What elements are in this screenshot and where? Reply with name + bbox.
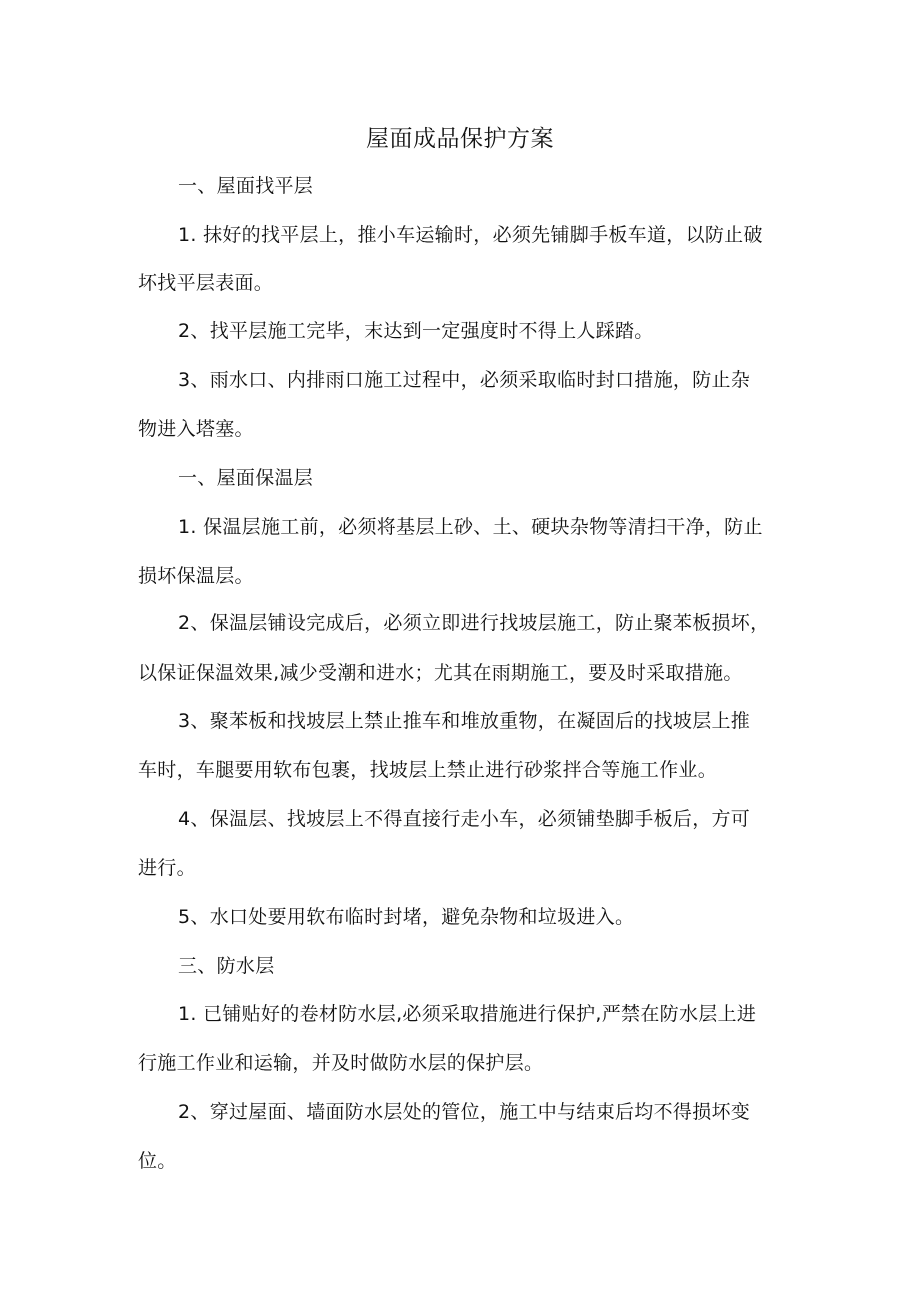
paragraph-line: 4、保温层、找坡层上不得直接行走小车，必须铺垫脚手板后，方可 xyxy=(178,808,751,830)
paragraph-line: 损坏保温层。 xyxy=(138,565,254,587)
paragraph-line: 1. 已铺贴好的卷材防水层,必须采取措施进行保护,严禁在防水层上进 xyxy=(178,1003,757,1025)
paragraph-line: 2、穿过屋面、墙面防水层处的管位，施工中与结束后均不得损坏变 xyxy=(178,1101,751,1123)
paragraph-line: 物进入塔塞。 xyxy=(138,418,254,440)
paragraph-line: 5、水口处要用软布临时封堵，避免杂物和垃圾进入。 xyxy=(178,906,635,928)
paragraph-line: 1. 保温层施工前，必须将基层上砂、土、硬块杂物等清扫干净，防止 xyxy=(178,516,763,538)
paragraph-line: 2、保温层铺设完成后，必须立即进行找坡层施工，防止聚苯板损坏， xyxy=(178,612,770,634)
paragraph-line: 行施工作业和运输，并及时做防水层的保护层。 xyxy=(138,1052,544,1074)
paragraph-line: 坏找平层表面。 xyxy=(138,272,274,294)
paragraph-line: 3、雨水口、内排雨口施工过程中，必须采取临时封口措施，防止杂 xyxy=(178,369,751,391)
paragraph-line: 2、找平层施工完毕，末达到一定强度时不得上人踩踏。 xyxy=(178,320,654,342)
paragraph-line: 以保证保温效果,减少受潮和进水；尤其在雨期施工，要及时采取措施。 xyxy=(138,662,743,684)
paragraph-line: 位。 xyxy=(138,1150,177,1172)
paragraph-line: 1. 抹好的找平层上，推小车运输时，必须先铺脚手板车道，以防止破 xyxy=(178,224,763,246)
paragraph-line: 车时，车腿要用软布包裹，找坡层上禁止进行砂浆拌合等施工作业。 xyxy=(138,759,718,781)
paragraph-line: 进行。 xyxy=(138,857,196,879)
paragraph-line: 3、聚苯板和找坡层上禁止推车和堆放重物，在凝固后的找坡层上推 xyxy=(178,710,751,732)
section-heading: 一、屋面找平层 xyxy=(178,175,314,197)
section-heading: 三、防水层 xyxy=(178,955,275,977)
page-title: 屋面成品保护方案 xyxy=(366,126,554,152)
section-heading: 一、屋面保温层 xyxy=(178,467,314,489)
